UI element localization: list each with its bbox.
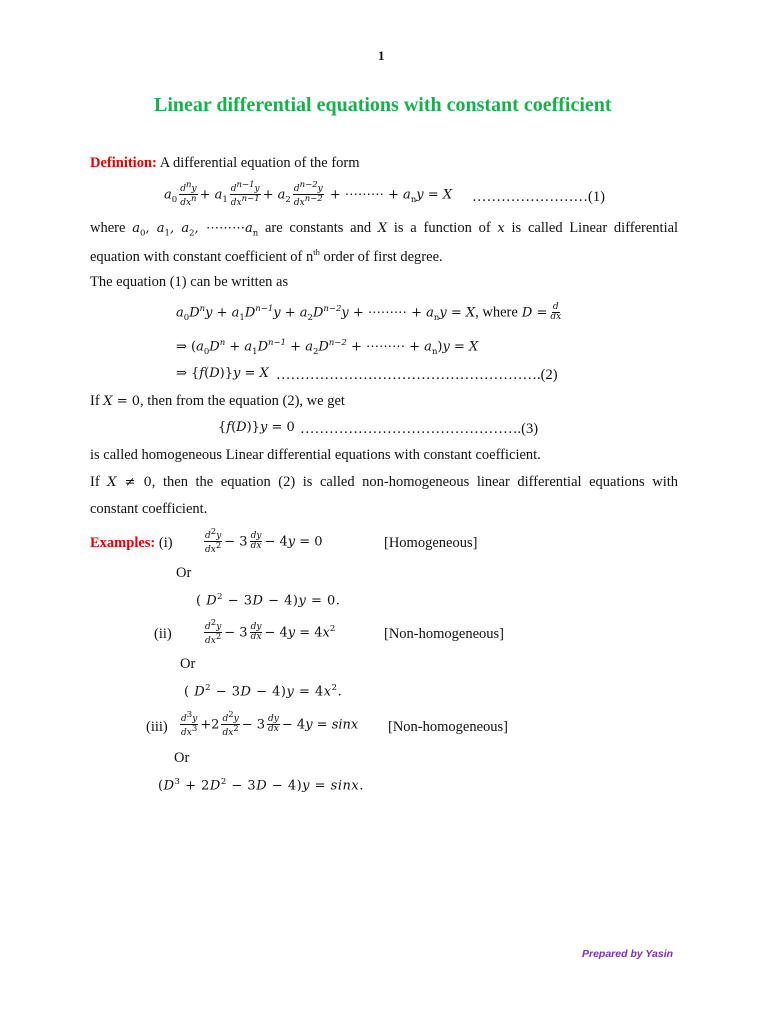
if-zero-line: If X = 0, then from the equation (2), we get — [90, 393, 345, 409]
where-line-2: equation with constant coefficient of $n^{th}$ order of first degree. — [90, 247, 443, 265]
equation-3-tag: ……………………………………….(3) — [300, 421, 539, 437]
equation-2: ⇒ {f(D)}y = X — [176, 366, 269, 381]
example-3-num: (iii) — [146, 719, 168, 735]
equation-1: $a_0$ $\frac{d^ny}{dx^n}$ + $a_1$ $\frac{d^{n-1}y}{dx^{n-1}}$ + $a_2$ $\frac{d^{n-2}y}{dx^{n-2}}$ + ⋯⋯⋯ + $a_ny = X$ — [164, 180, 453, 209]
where-line-1: where $a_0$, $a_1$, $a_2$, $\cdots\cdots\cdots a_n$ are constants and X is a function of x is called Linear differential — [90, 220, 679, 239]
example-1-or: Or — [176, 565, 192, 581]
equation-1-tag: ……………………(1) — [472, 189, 605, 205]
example-3-tag: [Non-homogeneous] — [388, 719, 509, 735]
page-title: Linear differential equations with constant coefficient — [154, 94, 612, 116]
if-nonzero-line: If X ≠ 0, then the equation (2) is called non-homogeneous linear differential equations with — [90, 474, 678, 490]
operator-form: $a_0D^ny + a_1D^{n-1}y + a_2D^{n-2}y$ + ⋯⋯⋯ + $a_ny = X$, where D = $\frac{d}{dx}$ — [176, 302, 562, 324]
definition-text: A differential equation of the form — [159, 155, 360, 171]
equation-2-tag: ……………………………………………….(2) — [276, 367, 558, 383]
example-1-num: (i) — [158, 535, 173, 551]
example-2-num: (ii) — [154, 626, 172, 642]
rewrite-intro: The equation (1) can be written as — [90, 274, 289, 290]
definition-label: Definition: — [90, 155, 157, 171]
example-1-operator: ( $D^2 - 3D - 4)y = 0$. — [196, 592, 341, 609]
examples-label: Examples: — [90, 535, 156, 551]
example-3-equation: $\frac{d^3y}{dx^3}$ +2 $\frac{d^2y}{dx^2}$ − 3 $\frac{dy}{dx}$ − 4y = sinx — [181, 710, 359, 739]
equation-3: {f(D)}y = 0 — [218, 420, 295, 435]
definition-line — [90, 155, 360, 172]
example-2-operator: ( $D^2 - 3D - 4)y = 4x^2$. — [184, 683, 343, 700]
homogeneous-text: is called homogeneous Linear differential equations with constant coefficient. — [90, 447, 541, 463]
examples-label-line — [90, 535, 173, 552]
example-3-or: Or — [174, 750, 190, 766]
example-2-equation: $\frac{d^2y}{dx^2}$ − 3 $\frac{dy}{dx}$ − $4y = 4x^2$ — [205, 618, 336, 647]
example-1-tag: [Homogeneous] — [384, 535, 478, 551]
footer-credit: Prepared by Yasin — [582, 948, 674, 960]
example-1-equation: $\frac{d^2y}{dx^2}$ − 3 $\frac{dy}{dx}$ − 4y = 0 — [205, 527, 323, 556]
example-2-tag: [Non-homogeneous] — [384, 626, 505, 642]
nonhomogeneous-cont: constant coefficient. — [90, 501, 208, 517]
factored-form: ⇒ ($a_0D^n + a_1D^{n-1} + a_2D^{n-2}$ + ⋯⋯⋯ + $a_n)y = X$ — [176, 338, 479, 357]
example-2-or: Or — [180, 656, 196, 672]
page-number: 1 — [378, 48, 385, 63]
example-3-operator: $(D^3 + 2D^2 - 3D - 4)y = \sin x$. — [158, 777, 364, 794]
